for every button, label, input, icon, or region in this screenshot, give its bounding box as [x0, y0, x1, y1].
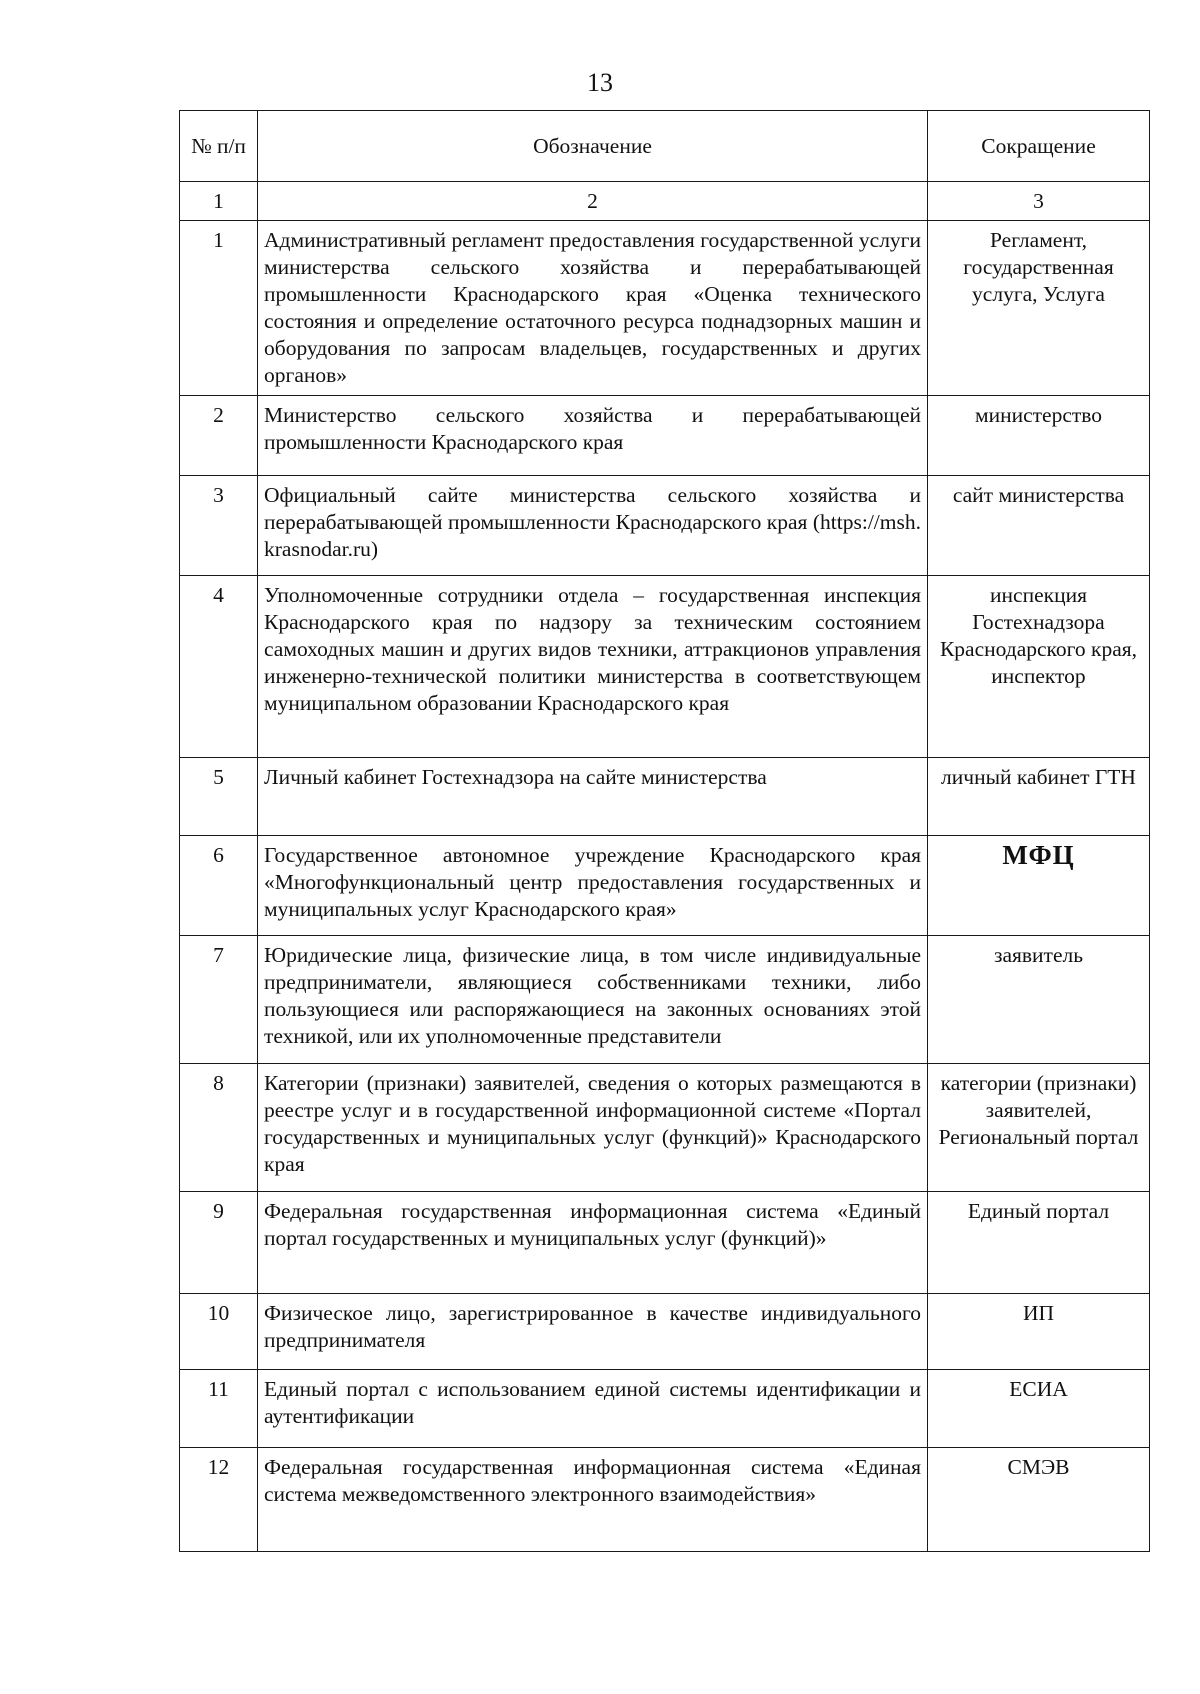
- row-term: Категории (признаки) заявителей, сведения о которых размещаются в реестре услуг и в государственной информационной системе «Портал государственных и муниципальных услуг (функций)» Краснодарского края: [258, 1064, 928, 1192]
- table-row: [180, 1192, 1150, 1294]
- row-number: 6: [180, 836, 258, 936]
- table-row: [180, 576, 1150, 758]
- table-row: [180, 1064, 1150, 1192]
- row-abbreviation: ИП: [928, 1294, 1150, 1370]
- abbreviations-table: [179, 110, 1150, 1552]
- table-row: [180, 836, 1150, 936]
- row-term: Единый портал с использованием единой системы идентификации и аутентификации: [258, 1370, 928, 1448]
- table-row: [180, 758, 1150, 836]
- row-number: 1: [180, 221, 258, 396]
- header-num: № п/п: [180, 111, 258, 182]
- header-term: Обозначение: [258, 111, 928, 182]
- row-abbreviation: сайт министерства: [928, 476, 1150, 576]
- table-row: [180, 1294, 1150, 1370]
- abbreviation-emphasis: МФЦ: [1002, 840, 1075, 870]
- table-row: [180, 221, 1150, 396]
- row-abbreviation: категории (признаки) заявителей, Региональный портал: [928, 1064, 1150, 1192]
- table-row: [180, 1448, 1150, 1552]
- row-term: Федеральная государственная информационная система «Единый портал государственных и муниципальных услуг (функций)»: [258, 1192, 928, 1294]
- column-number: 1: [180, 182, 258, 221]
- row-abbreviation: министерство: [928, 396, 1150, 476]
- row-abbreviation: СМЭВ: [928, 1448, 1150, 1552]
- header-abbr: Сокращение: [928, 111, 1150, 182]
- row-abbreviation: заявитель: [928, 936, 1150, 1064]
- row-number: 5: [180, 758, 258, 836]
- column-number-row: [180, 182, 1150, 221]
- row-term: Физическое лицо, зарегистрированное в качестве индивидуального предпринимателя: [258, 1294, 928, 1370]
- column-number: 3: [928, 182, 1150, 221]
- row-term: Административный регламент предоставления государственной услуги министерства сельского хозяйства и перерабатывающей промышленности Краснодарского края «Оценка технического состояния и определение остаточного ресурса поднадзорных машин и оборудования по запросам владельцев, государственных и других органов»: [258, 221, 928, 396]
- row-abbreviation: личный кабинет ГТН: [928, 758, 1150, 836]
- row-number: 7: [180, 936, 258, 1064]
- row-abbreviation: [928, 836, 1150, 936]
- row-term: Федеральная государственная информационная система «Единая система межведомственного электронного взаимодействия»: [258, 1448, 928, 1552]
- row-abbreviation: Регламент, государственная услуга, Услуга: [928, 221, 1150, 396]
- row-abbreviation: Единый портал: [928, 1192, 1150, 1294]
- row-term: Личный кабинет Гостехнадзора на сайте министерства: [258, 758, 928, 836]
- row-number: 8: [180, 1064, 258, 1192]
- column-number: 2: [258, 182, 928, 221]
- row-term: Государственное автономное учреждение Краснодарского края «Многофункциональный центр предоставления государственных и муниципальных услуг Краснодарского края»: [258, 836, 928, 936]
- page-number: 13: [587, 68, 613, 97]
- row-abbreviation: инспекция Гостехнадзора Краснодарского края, инспектор: [928, 576, 1150, 758]
- row-number: 9: [180, 1192, 258, 1294]
- table-row: [180, 936, 1150, 1064]
- table-row: [180, 476, 1150, 576]
- table-row: [180, 396, 1150, 476]
- row-term: Юридические лица, физические лица, в том числе индивидуальные предприниматели, являющиеся собственниками техники, либо пользующиеся или распоряжающиеся на законных основаниях этой техникой, или их уполномоченные представители: [258, 936, 928, 1064]
- row-number: 4: [180, 576, 258, 758]
- row-term: Официальный сайте министерства сельского хозяйства и перерабатывающей промышленности Краснодарского края (https://msh. krasnodar.ru): [258, 476, 928, 576]
- row-number: 12: [180, 1448, 258, 1552]
- table-header-row: [180, 111, 1150, 182]
- row-term: Уполномоченные сотрудники отдела – государственная инспекция Краснодарского края по надзору за техническим состоянием самоходных машин и других видов техники, аттракционов управления инженерно-технической политики министерства в соответствующем муниципальном образовании Краснодарского края: [258, 576, 928, 758]
- row-number: 3: [180, 476, 258, 576]
- row-number: 11: [180, 1370, 258, 1448]
- row-number: 2: [180, 396, 258, 476]
- row-term: Министерство сельского хозяйства и перерабатывающей промышленности Краснодарского края: [258, 396, 928, 476]
- row-number: 10: [180, 1294, 258, 1370]
- table-row: [180, 1370, 1150, 1448]
- row-abbreviation: ЕСИА: [928, 1370, 1150, 1448]
